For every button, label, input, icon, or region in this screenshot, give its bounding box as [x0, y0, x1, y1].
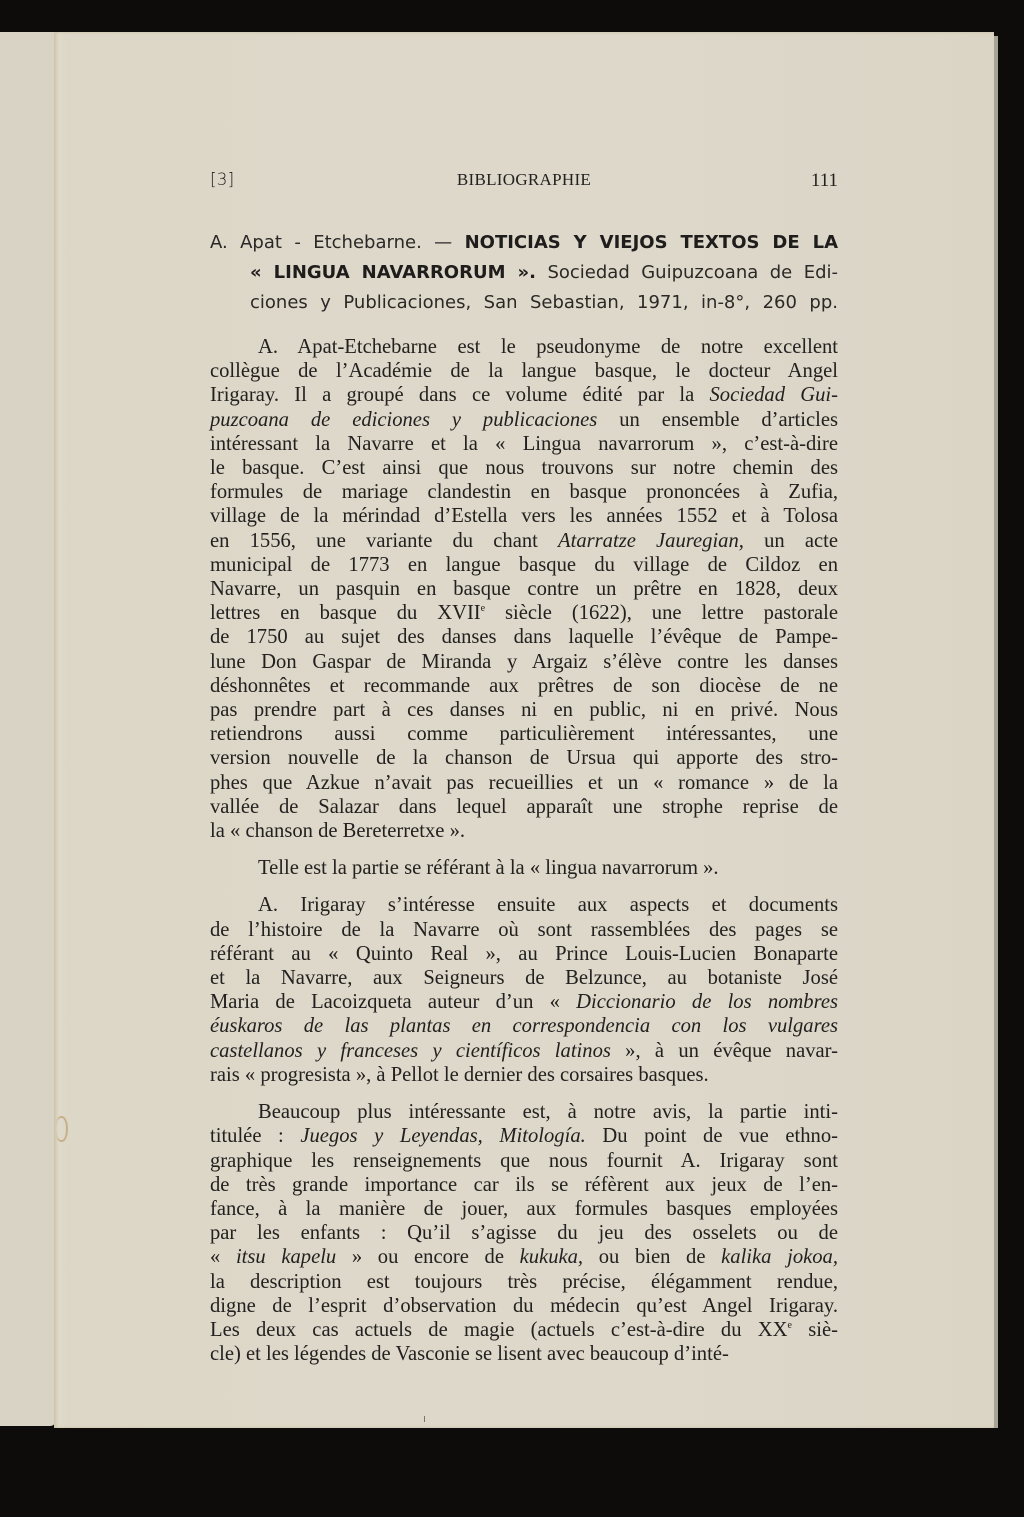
text-run: par les enfants : Qu’il s’agisse du jeu des osselets ou de — [210, 1222, 838, 1245]
text-run: Maria de Lacoizqueta auteur d’un « — [210, 991, 577, 1014]
paper-speck — [424, 1416, 425, 1422]
text-run: vallée de Salazar dans lequel apparaît une strophe reprise de — [210, 795, 838, 818]
paragraph — [210, 893, 838, 1087]
text-line — [210, 1100, 838, 1124]
running-title: BIBLIOGRAPHIE — [456, 170, 592, 189]
paragraph — [210, 335, 838, 843]
text-line — [210, 674, 838, 698]
citation-title-part2: « LINGUA NAVARRORUM ». — [250, 262, 536, 283]
citation-line-3 — [210, 288, 838, 318]
text-line — [210, 504, 838, 528]
text-line — [210, 432, 838, 456]
text-run: un ensemble d’articles — [597, 408, 838, 431]
text-run: rais « progresista », à Pellot le dernier des corsaires basques. — [210, 1063, 709, 1086]
text-run: A. Apat-Etchebarne est le pseudonyme de notre excellent — [258, 336, 838, 358]
text-line — [210, 1245, 838, 1269]
text-line — [210, 577, 838, 601]
text-run: Navarre, un pasquin en basque contre un prêtre en 1828, deux — [210, 578, 838, 601]
text-run: lettres en basque du XVII — [210, 602, 481, 625]
text-run: » ou encore de — [336, 1246, 520, 1269]
text-line — [210, 601, 838, 625]
text-run: Les deux cas actuels de magie (actuels c’est-à-dire du XX — [210, 1318, 788, 1341]
text-line — [210, 359, 838, 383]
paragraph — [210, 856, 838, 880]
text-line — [210, 698, 838, 722]
text-run: cle) et les légendes de Vasconie se lisent avec beaucoup d’inté- — [210, 1343, 729, 1366]
text-line — [210, 746, 838, 770]
text-run: la « chanson de Bereterretxe ». — [210, 820, 466, 843]
text-line — [210, 1014, 838, 1038]
italic-text: Atarratze Jauregian, — [558, 529, 744, 552]
italic-text: kalika jokoa, — [721, 1246, 838, 1269]
text-line — [210, 722, 838, 746]
paper-stain — [56, 1116, 68, 1142]
text-run: lune Don Gaspar de Miranda y Argaiz s’élève contre les danses — [210, 650, 838, 673]
text-line — [210, 1342, 838, 1366]
text-run: Beaucoup plus intéressante est, à notre avis, la partie inti- — [258, 1101, 838, 1124]
text-line — [210, 819, 838, 843]
text-run: retiendrons aussi comme particulièrement intéressantes, une — [210, 723, 838, 746]
text-run: siècle (1622), une lettre pastorale — [485, 602, 839, 625]
text-line — [210, 990, 838, 1014]
text-run: formules de mariage clandestin en basque prononcées à Zufia, — [210, 481, 838, 504]
text-run: », à un évêque navar- — [610, 1039, 838, 1062]
text-run: village de la mérindad d’Estella vers les années 1552 et à Tolosa — [210, 505, 838, 528]
text-run: la description est toujours très précise, élégamment rendue, — [210, 1270, 838, 1293]
text-line — [210, 856, 838, 880]
text-line — [210, 335, 838, 359]
text-line — [210, 1318, 838, 1342]
citation-publisher-part1: Sociedad Guipuzcoana de Edi- — [547, 262, 838, 283]
text-line — [210, 942, 838, 966]
text-run: fance, à la manière de jouer, aux formules basques employées — [210, 1197, 838, 1220]
text-run: municipal de 1773 en langue basque du village de Cildoz en — [210, 553, 838, 576]
section-number: [3] — [210, 170, 235, 190]
text-line — [210, 650, 838, 674]
text-run: ou bien de — [583, 1246, 722, 1269]
italic-text: éuskaros de las plantas en correspondencia con los vulgares — [210, 1015, 838, 1038]
text-run: « — [210, 1246, 236, 1269]
text-run: version nouvelle de la chanson de Ursua qui apporte des stro- — [210, 747, 838, 770]
text-line — [210, 383, 838, 407]
running-header — [210, 170, 838, 196]
text-run: le basque. C’est ainsi que nous trouvons sur notre chemin des — [210, 457, 838, 480]
citation-title-part1: NOTICIAS Y VIEJOS TEXTOS DE LA — [464, 232, 839, 253]
review-body — [210, 335, 838, 1379]
text-line — [210, 966, 838, 990]
text-run: Du point de vue ethno- — [585, 1125, 839, 1148]
citation-publisher-part2: ciones y Publicaciones, San Sebastian, 1971, in-8°, 260 pp. — [250, 292, 838, 313]
text-run: graphique les renseignements que nous fournit A. Irigaray sont — [210, 1149, 838, 1172]
italic-text: Diccionario de los nombres — [576, 991, 838, 1014]
page-stack-edge — [994, 36, 998, 1428]
text-run: et la Navarre, aux Seigneurs de Belzunce, au botaniste José — [210, 967, 838, 990]
text-run: déshonnêtes et recommande aux prêtres de son diocèse de ne — [210, 674, 838, 697]
citation-line-1 — [210, 228, 838, 258]
bibliographic-citation — [210, 228, 838, 318]
text-line — [210, 893, 838, 917]
text-run: en 1556, une variante du chant — [210, 529, 559, 552]
text-line — [210, 1270, 838, 1294]
text-line — [210, 456, 838, 480]
text-run: pas prendre part à ces danses ni en public, ni en privé. Nous — [210, 699, 838, 722]
italic-text: puzcoana de ediciones y publicaciones — [210, 408, 598, 431]
text-run: Irigaray. Il a groupé dans ce volume édité par la — [210, 384, 710, 407]
text-line — [210, 918, 838, 942]
page-number: 111 — [810, 170, 838, 191]
italic-text: Juegos y Leyendas, Mitología. — [300, 1125, 586, 1148]
text-run: de très grande importance car ils se réfèrent aux jeux de l’en- — [210, 1173, 838, 1196]
italic-text: Sociedad Gui- — [709, 384, 838, 407]
paragraph — [210, 1100, 838, 1366]
italic-text: kukuka, — [519, 1246, 584, 1269]
text-run: de l’histoire de la Navarre où sont rassemblées des pages se — [210, 918, 838, 941]
text-run: référant au « Quinto Real », au Prince Louis-Lucien Bonaparte — [210, 942, 838, 965]
text-line — [210, 1124, 838, 1148]
previous-page-edge — [0, 32, 56, 1426]
text-run: A. Irigaray s’intéresse ensuite aux aspects et documents — [258, 894, 838, 917]
italic-text: itsu kapelu — [235, 1246, 337, 1269]
text-line — [210, 408, 838, 432]
text-line — [210, 1149, 838, 1173]
text-line — [210, 1039, 838, 1063]
text-line — [210, 1197, 838, 1221]
text-run: siè- — [791, 1318, 838, 1341]
text-line — [210, 795, 838, 819]
superscript: e — [787, 1319, 792, 1331]
text-line — [210, 529, 838, 553]
text-line — [210, 771, 838, 795]
text-line — [210, 1221, 838, 1245]
text-run: collègue de l’Académie de la langue basque, le docteur Angel — [210, 360, 838, 383]
text-line — [210, 1063, 838, 1087]
citation-author: A. Apat - Etchebarne. — — [210, 232, 453, 253]
text-run: de 1750 au sujet des danses dans laquelle l’évêque de Pampe- — [210, 626, 838, 649]
text-line — [210, 1173, 838, 1197]
text-run: digne de l’esprit d’observation du médecin qu’est Angel Irigaray. — [210, 1294, 838, 1317]
text-line — [210, 625, 838, 649]
text-line — [210, 553, 838, 577]
text-run: phes que Azkue n’avait pas recueillies et un « romance » de la — [210, 771, 838, 794]
text-run: Telle est la partie se référant à la « lingua navarrorum ». — [258, 857, 719, 880]
text-line — [210, 480, 838, 504]
text-run: titulée : — [210, 1125, 301, 1148]
text-line — [210, 1294, 838, 1318]
text-run: intéressant la Navarre et la « Lingua navarrorum », c’est-à-dire — [210, 432, 838, 455]
superscript: e — [480, 603, 486, 615]
text-run: un acte — [743, 529, 838, 552]
italic-text: castellanos y franceses y científicos latinos — [210, 1039, 611, 1062]
citation-line-2 — [210, 258, 838, 288]
